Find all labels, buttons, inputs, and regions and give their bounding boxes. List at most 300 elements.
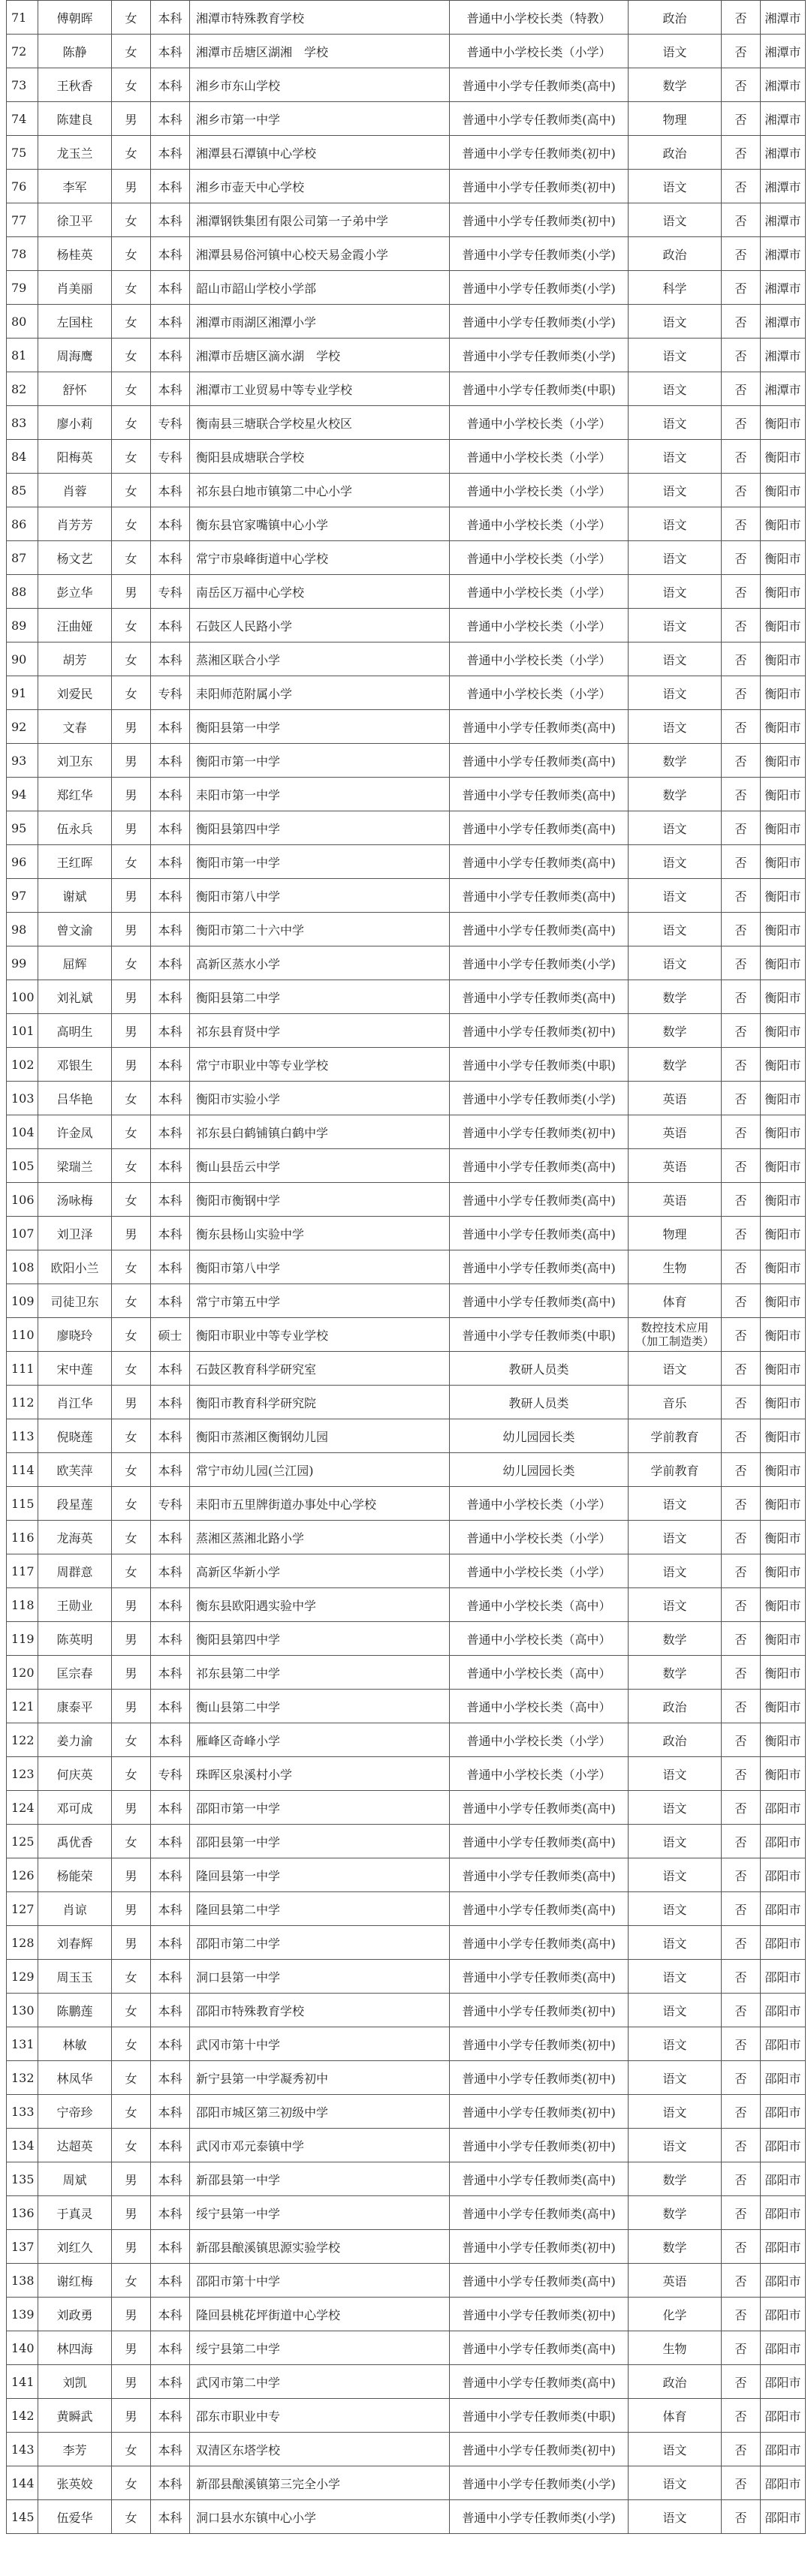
subject-cell: 语文 [629, 406, 722, 440]
table-row [7, 2230, 806, 2264]
teacher-name: 梁瑞兰 [38, 1149, 112, 1183]
subject-cell: 语文 [629, 811, 722, 845]
row-number: 71 [7, 1, 38, 35]
row-number: 82 [7, 372, 38, 406]
school-cell: 常宁市职业中等专业学校 [190, 1048, 450, 1082]
table-row [7, 2365, 806, 2399]
category-cell: 普通中小学校长类（高中） [450, 1588, 629, 1622]
subject-cell: 英语 [629, 1115, 722, 1149]
flag-cell: 否 [722, 609, 761, 642]
city-cell: 衡阳市 [761, 1487, 806, 1521]
city-cell: 衡阳市 [761, 946, 806, 980]
flag-cell: 否 [722, 1183, 761, 1217]
gender-cell: 女 [112, 136, 151, 170]
flag-cell: 否 [722, 406, 761, 440]
row-number: 79 [7, 271, 38, 305]
school-cell: 雁峰区奇峰小学 [190, 1723, 450, 1757]
category-cell: 普通中小学专任教师类(高中) [450, 1791, 629, 1825]
teacher-name: 吕华艳 [38, 1082, 112, 1115]
school-cell: 邵东市职业中专 [190, 2399, 450, 2433]
gender-cell: 男 [112, 710, 151, 744]
school-cell: 隆回县第二中学 [190, 1892, 450, 1926]
city-cell: 邵阳市 [761, 2433, 806, 2466]
row-number: 88 [7, 575, 38, 609]
school-cell: 耒阳市第一中学 [190, 778, 450, 811]
subject-cell: 语文 [629, 1757, 722, 1791]
education-cell: 本科 [151, 2500, 190, 2534]
city-cell: 邵阳市 [761, 2365, 806, 2399]
gender-cell: 男 [112, 575, 151, 609]
gender-cell: 女 [112, 1149, 151, 1183]
row-number: 143 [7, 2433, 38, 2466]
flag-cell: 否 [722, 1419, 761, 1453]
gender-cell: 女 [112, 541, 151, 575]
teacher-name: 许金凤 [38, 1115, 112, 1149]
flag-cell: 否 [722, 946, 761, 980]
flag-cell: 否 [722, 237, 761, 271]
flag-cell: 否 [722, 1994, 761, 2027]
gender-cell: 女 [112, 203, 151, 237]
subject-cell: 语文 [629, 609, 722, 642]
subject-cell: 数学 [629, 1048, 722, 1082]
category-cell: 普通中小学专任教师类(高中) [450, 1217, 629, 1250]
school-cell: 洞口县水东镇中心小学 [190, 2500, 450, 2534]
gender-cell: 女 [112, 642, 151, 676]
gender-cell: 女 [112, 1352, 151, 1386]
teacher-name: 屈辉 [38, 946, 112, 980]
table-row [7, 2095, 806, 2129]
subject-cell: 政治 [629, 1, 722, 35]
education-cell: 本科 [151, 1, 190, 35]
teacher-name: 王勋业 [38, 1588, 112, 1622]
education-cell: 本科 [151, 474, 190, 507]
gender-cell: 女 [112, 2095, 151, 2129]
gender-cell: 男 [112, 1690, 151, 1723]
school-cell: 石鼓区人民路小学 [190, 609, 450, 642]
city-cell: 衡阳市 [761, 1352, 806, 1386]
category-cell: 普通中小学专任教师类(高中) [450, 68, 629, 102]
row-number: 134 [7, 2129, 38, 2162]
row-number: 106 [7, 1183, 38, 1217]
education-cell: 专科 [151, 1487, 190, 1521]
subject-cell: 语文 [629, 1487, 722, 1521]
gender-cell: 女 [112, 1960, 151, 1994]
table-row [7, 136, 806, 170]
roster-sheet [6, 0, 805, 2534]
education-cell: 本科 [151, 203, 190, 237]
education-cell: 本科 [151, 2399, 190, 2433]
gender-cell: 女 [112, 474, 151, 507]
category-cell: 普通中小学校长类（高中） [450, 1622, 629, 1656]
subject-cell: 生物 [629, 2331, 722, 2365]
row-number: 144 [7, 2466, 38, 2500]
teacher-name: 伍永兵 [38, 811, 112, 845]
flag-cell: 否 [722, 68, 761, 102]
row-number: 121 [7, 1690, 38, 1723]
city-cell: 衡阳市 [761, 980, 806, 1014]
city-cell: 邵阳市 [761, 1791, 806, 1825]
subject-cell: 语文 [629, 507, 722, 541]
subject-cell: 语文 [629, 203, 722, 237]
category-cell: 普通中小学校长类（小学） [450, 35, 629, 68]
education-cell: 本科 [151, 946, 190, 980]
category-cell: 普通中小学专任教师类(高中) [450, 879, 629, 913]
teacher-name: 汤咏梅 [38, 1183, 112, 1217]
school-cell: 衡山县岳云中学 [190, 1149, 450, 1183]
education-cell: 本科 [151, 1352, 190, 1386]
category-cell: 普通中小学校长类（小学） [450, 642, 629, 676]
gender-cell: 男 [112, 879, 151, 913]
category-cell: 普通中小学专任教师类(小学) [450, 305, 629, 339]
subject-cell: 体育 [629, 1284, 722, 1318]
category-cell: 普通中小学专任教师类(中职) [450, 2399, 629, 2433]
teacher-name: 段星莲 [38, 1487, 112, 1521]
gender-cell: 男 [112, 2365, 151, 2399]
flag-cell: 否 [722, 1386, 761, 1419]
teacher-name: 匡宗春 [38, 1656, 112, 1690]
gender-cell: 女 [112, 35, 151, 68]
city-cell: 衡阳市 [761, 1690, 806, 1723]
flag-cell: 否 [722, 1791, 761, 1825]
city-cell: 衡阳市 [761, 845, 806, 879]
school-cell: 衡南县三塘联合学校星火校区 [190, 406, 450, 440]
row-number: 96 [7, 845, 38, 879]
subject-cell: 英语 [629, 1149, 722, 1183]
flag-cell: 否 [722, 744, 761, 778]
subject-cell: 语文 [629, 845, 722, 879]
subject-cell: 语文 [629, 2095, 722, 2129]
education-cell: 专科 [151, 440, 190, 474]
city-cell: 湘潭市 [761, 68, 806, 102]
table-row [7, 541, 806, 575]
flag-cell: 否 [722, 136, 761, 170]
city-cell: 衡阳市 [761, 1554, 806, 1588]
category-cell: 幼儿园园长类 [450, 1419, 629, 1453]
city-cell: 邵阳市 [761, 2027, 806, 2061]
teacher-name: 林敏 [38, 2027, 112, 2061]
gender-cell: 男 [112, 102, 151, 136]
city-cell: 衡阳市 [761, 1149, 806, 1183]
category-cell: 普通中小学专任教师类(高中) [450, 102, 629, 136]
school-cell: 高新区华新小学 [190, 1554, 450, 1588]
category-cell: 普通中小学校长类（小学） [450, 1487, 629, 1521]
education-cell: 本科 [151, 1149, 190, 1183]
category-cell: 普通中小学专任教师类(初中) [450, 203, 629, 237]
gender-cell: 女 [112, 1115, 151, 1149]
table-row [7, 778, 806, 811]
city-cell: 衡阳市 [761, 811, 806, 845]
category-cell: 普通中小学校长类（小学） [450, 575, 629, 609]
category-cell: 普通中小学校长类（高中） [450, 1690, 629, 1723]
teacher-name: 杨桂英 [38, 237, 112, 271]
education-cell: 本科 [151, 1014, 190, 1048]
row-number: 125 [7, 1825, 38, 1858]
school-cell: 邵阳县第一中学 [190, 1825, 450, 1858]
education-cell: 本科 [151, 1115, 190, 1149]
table-row [7, 271, 806, 305]
row-number: 80 [7, 305, 38, 339]
table-row [7, 102, 806, 136]
city-cell: 湘潭市 [761, 35, 806, 68]
teacher-name: 邓可成 [38, 1791, 112, 1825]
row-number: 73 [7, 68, 38, 102]
gender-cell: 男 [112, 170, 151, 203]
education-cell: 专科 [151, 676, 190, 710]
city-cell: 衡阳市 [761, 744, 806, 778]
education-cell: 本科 [151, 778, 190, 811]
education-cell: 本科 [151, 2196, 190, 2230]
school-cell: 衡阳市实验小学 [190, 1082, 450, 1115]
teacher-name: 谢斌 [38, 879, 112, 913]
row-number: 93 [7, 744, 38, 778]
education-cell: 专科 [151, 1757, 190, 1791]
category-cell: 普通中小学专任教师类(高中) [450, 2365, 629, 2399]
city-cell: 衡阳市 [761, 778, 806, 811]
teacher-name: 李芳 [38, 2433, 112, 2466]
subject-cell: 数学 [629, 1014, 722, 1048]
gender-cell: 男 [112, 2230, 151, 2264]
subject-cell: 语文 [629, 474, 722, 507]
city-cell: 邵阳市 [761, 1926, 806, 1960]
flag-cell: 否 [722, 1622, 761, 1656]
subject-cell: 语文 [629, 1858, 722, 1892]
row-number: 100 [7, 980, 38, 1014]
table-row [7, 2500, 806, 2534]
city-cell: 邵阳市 [761, 2095, 806, 2129]
city-cell: 邵阳市 [761, 2466, 806, 2500]
teacher-name: 于真灵 [38, 2196, 112, 2230]
row-number: 130 [7, 1994, 38, 2027]
school-cell: 绥宁县第二中学 [190, 2331, 450, 2365]
teacher-name: 司徒卫东 [38, 1284, 112, 1318]
education-cell: 本科 [151, 1656, 190, 1690]
subject-cell: 语文 [629, 2027, 722, 2061]
teacher-name: 龙海英 [38, 1521, 112, 1554]
category-cell: 普通中小学校长类（特教） [450, 1, 629, 35]
table-row [7, 1048, 806, 1082]
flag-cell: 否 [722, 710, 761, 744]
table-row [7, 237, 806, 271]
city-cell: 衡阳市 [761, 879, 806, 913]
row-number: 105 [7, 1149, 38, 1183]
table-row [7, 1014, 806, 1048]
subject-cell: 数学 [629, 2162, 722, 2196]
row-number: 72 [7, 35, 38, 68]
flag-cell: 否 [722, 2129, 761, 2162]
row-number: 128 [7, 1926, 38, 1960]
subject-cell: 语文 [629, 541, 722, 575]
teacher-name: 张英姣 [38, 2466, 112, 2500]
subject-cell: 语文 [629, 1791, 722, 1825]
category-cell: 普通中小学校长类（小学） [450, 1554, 629, 1588]
teacher-name: 傅朝晖 [38, 1, 112, 35]
row-number: 132 [7, 2061, 38, 2095]
category-cell: 普通中小学校长类（小学） [450, 609, 629, 642]
table-row [7, 1926, 806, 1960]
teacher-name: 伍爱华 [38, 2500, 112, 2534]
row-number: 119 [7, 1622, 38, 1656]
school-cell: 衡阳市第二十六中学 [190, 913, 450, 946]
city-cell: 湘潭市 [761, 170, 806, 203]
gender-cell: 女 [112, 1082, 151, 1115]
teacher-name: 陈英明 [38, 1622, 112, 1656]
gender-cell: 女 [112, 1318, 151, 1352]
flag-cell: 否 [722, 1352, 761, 1386]
subject-cell: 语文 [629, 372, 722, 406]
teacher-name: 周群意 [38, 1554, 112, 1588]
city-cell: 邵阳市 [761, 2264, 806, 2298]
category-cell: 普通中小学专任教师类(初中) [450, 1014, 629, 1048]
table-row [7, 879, 806, 913]
table-row [7, 1690, 806, 1723]
school-cell: 祁东县育贤中学 [190, 1014, 450, 1048]
city-cell: 湘潭市 [761, 271, 806, 305]
teacher-name: 龙玉兰 [38, 136, 112, 170]
teacher-name: 宋中莲 [38, 1352, 112, 1386]
gender-cell: 男 [112, 1926, 151, 1960]
category-cell: 普通中小学专任教师类(高中) [450, 1183, 629, 1217]
table-row [7, 2027, 806, 2061]
flag-cell: 否 [722, 170, 761, 203]
teacher-name: 何庆英 [38, 1757, 112, 1791]
gender-cell: 女 [112, 1521, 151, 1554]
city-cell: 衡阳市 [761, 1318, 806, 1352]
education-cell: 本科 [151, 136, 190, 170]
education-cell: 本科 [151, 2264, 190, 2298]
category-cell: 普通中小学专任教师类(高中) [450, 1892, 629, 1926]
education-cell: 本科 [151, 2298, 190, 2331]
gender-cell: 男 [112, 1048, 151, 1082]
gender-cell: 女 [112, 237, 151, 271]
city-cell: 衡阳市 [761, 1521, 806, 1554]
row-number: 101 [7, 1014, 38, 1048]
school-cell: 衡阳市教育科学研究院 [190, 1386, 450, 1419]
school-cell: 高新区蒸水小学 [190, 946, 450, 980]
table-row [7, 946, 806, 980]
flag-cell: 否 [722, 1250, 761, 1284]
subject-cell: 语文 [629, 1994, 722, 2027]
table-row [7, 1284, 806, 1318]
teacher-name: 阳梅英 [38, 440, 112, 474]
row-number: 122 [7, 1723, 38, 1757]
table-row [7, 676, 806, 710]
gender-cell: 女 [112, 609, 151, 642]
table-row [7, 1858, 806, 1892]
table-row [7, 2061, 806, 2095]
row-number: 145 [7, 2500, 38, 2534]
subject-cell: 数学 [629, 778, 722, 811]
table-row [7, 642, 806, 676]
table-row [7, 1318, 806, 1352]
category-cell: 普通中小学专任教师类(初中) [450, 2230, 629, 2264]
category-cell: 普通中小学专任教师类(高中) [450, 2264, 629, 2298]
subject-cell: 语文 [629, 1588, 722, 1622]
row-number: 92 [7, 710, 38, 744]
flag-cell: 否 [722, 1115, 761, 1149]
flag-cell: 否 [722, 2196, 761, 2230]
flag-cell: 否 [722, 676, 761, 710]
subject-cell: 语文 [629, 710, 722, 744]
flag-cell: 否 [722, 642, 761, 676]
flag-cell: 否 [722, 1690, 761, 1723]
city-cell: 湘潭市 [761, 203, 806, 237]
table-row [7, 1183, 806, 1217]
table-row [7, 1419, 806, 1453]
teacher-name: 李军 [38, 170, 112, 203]
row-number: 133 [7, 2095, 38, 2129]
city-cell: 衡阳市 [761, 1082, 806, 1115]
subject-cell: 语文 [629, 305, 722, 339]
gender-cell: 女 [112, 1487, 151, 1521]
flag-cell: 否 [722, 2399, 761, 2433]
category-cell: 幼儿园园长类 [450, 1453, 629, 1487]
table-row [7, 1, 806, 35]
flag-cell: 否 [722, 811, 761, 845]
table-row [7, 474, 806, 507]
education-cell: 专科 [151, 406, 190, 440]
row-number: 112 [7, 1386, 38, 1419]
category-cell: 普通中小学专任教师类(高中) [450, 2331, 629, 2365]
teacher-name: 周海鹰 [38, 339, 112, 372]
row-number: 111 [7, 1352, 38, 1386]
gender-cell: 女 [112, 1183, 151, 1217]
row-number: 104 [7, 1115, 38, 1149]
row-number: 114 [7, 1453, 38, 1487]
education-cell: 本科 [151, 1082, 190, 1115]
flag-cell: 否 [722, 2061, 761, 2095]
row-number: 87 [7, 541, 38, 575]
teacher-name: 刘红久 [38, 2230, 112, 2264]
education-cell: 本科 [151, 170, 190, 203]
gender-cell: 女 [112, 2264, 151, 2298]
row-number: 85 [7, 474, 38, 507]
city-cell: 邵阳市 [761, 2129, 806, 2162]
flag-cell: 否 [722, 507, 761, 541]
teacher-name: 胡芳 [38, 642, 112, 676]
subject-cell: 政治 [629, 1723, 722, 1757]
gender-cell: 女 [112, 68, 151, 102]
school-cell: 衡阳市职业中等专业学校 [190, 1318, 450, 1352]
row-number: 89 [7, 609, 38, 642]
subject-cell: 语文 [629, 575, 722, 609]
school-cell: 绥宁县第一中学 [190, 2196, 450, 2230]
row-number: 84 [7, 440, 38, 474]
subject-cell: 政治 [629, 1690, 722, 1723]
flag-cell: 否 [722, 2027, 761, 2061]
city-cell: 邵阳市 [761, 2331, 806, 2365]
school-cell: 湘潭钢铁集团有限公司第一子弟中学 [190, 203, 450, 237]
education-cell: 本科 [151, 1048, 190, 1082]
row-number: 98 [7, 913, 38, 946]
school-cell: 常宁市第五中学 [190, 1284, 450, 1318]
school-cell: 武冈市第十中学 [190, 2027, 450, 2061]
flag-cell: 否 [722, 1926, 761, 1960]
gender-cell: 男 [112, 913, 151, 946]
flag-cell: 否 [722, 2230, 761, 2264]
subject-cell: 英语 [629, 2264, 722, 2298]
category-cell: 普通中小学专任教师类(中职) [450, 1318, 629, 1352]
category-cell: 普通中小学专任教师类(高中) [450, 1960, 629, 1994]
category-cell: 普通中小学校长类（小学） [450, 440, 629, 474]
category-cell: 普通中小学校长类（高中） [450, 1656, 629, 1690]
teacher-name: 肖江华 [38, 1386, 112, 1419]
table-row [7, 845, 806, 879]
teacher-name: 达超英 [38, 2129, 112, 2162]
education-cell: 本科 [151, 1926, 190, 1960]
gender-cell: 女 [112, 2027, 151, 2061]
table-row [7, 2129, 806, 2162]
table-row [7, 339, 806, 372]
